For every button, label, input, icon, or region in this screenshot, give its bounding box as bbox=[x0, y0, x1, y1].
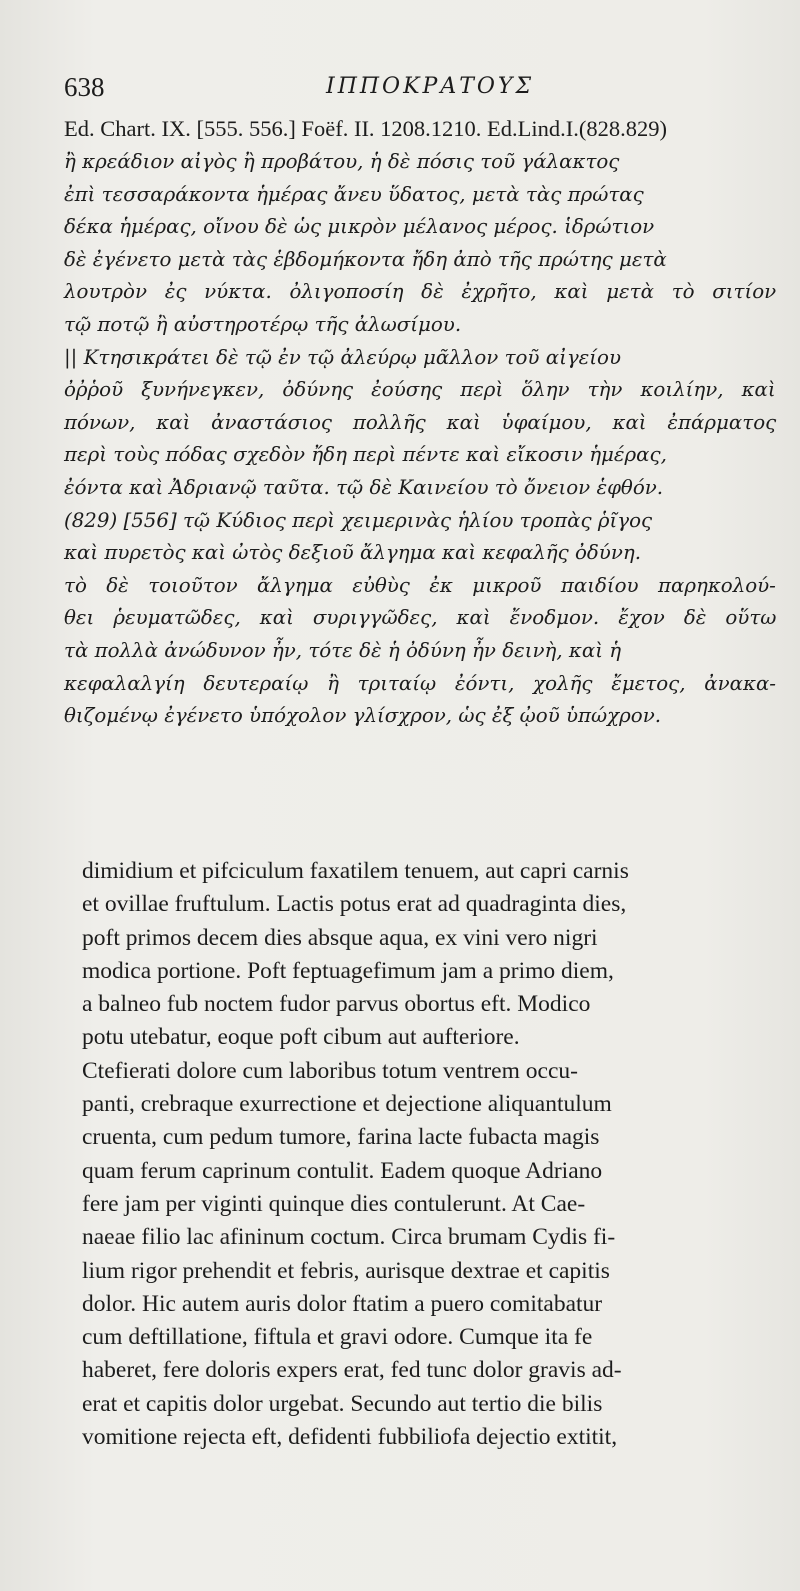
latin-text-line: dolor. Hic autem auris dolor ftatim a puero comitabatur bbox=[82, 1290, 603, 1317]
latin-text-line: modica portione. Poft feptuagefimum jam a primo diem, bbox=[82, 957, 614, 984]
edition-references: Ed. Chart. IX. [555. 556.] Foëf. II. 1208.1210. Ed.Lind.I.(828.829) bbox=[64, 116, 668, 141]
greek-text-block bbox=[64, 146, 776, 733]
greek-text-line: θιζομένῳ ἐγένετο ὑπόχολον γλίσχρον, ὡς ἐξ ᾠοῦ ὑπώχρον. bbox=[64, 704, 662, 728]
greek-text-line: ὀῤῥοῦ ξυνήνεγκεν, ὀδύνης ἐούσης περὶ ὅλην τὴν κοιλίην, καὶ bbox=[64, 378, 776, 402]
greek-text-line: καὶ πυρετὸς καὶ ὠτὸς δεξιοῦ ἄλγημα καὶ κεφαλῆς ὀδύνη. bbox=[64, 541, 641, 565]
greek-text-line: κεφαλαλγίη δευτεραίῳ ἢ τριταίῳ ἐόντι, χολῆς ἔμετος, ἀνακα- bbox=[64, 671, 776, 695]
latin-text-line: et ovillae fruftulum. Lactis potus erat ad quadraginta dies, bbox=[82, 891, 627, 918]
latin-text-line: lium rigor prehendit et febris, aurisque dextrae et capitis bbox=[82, 1257, 610, 1284]
greek-text-line: θει ῥευματῶδες, καὶ συριγγῶδες, καὶ ἔνοδμον. ἔχον δὲ οὕτω bbox=[64, 606, 777, 630]
greek-text-line: δὲ ἐγένετο μετὰ τὰς ἑβδομήκοντα ἤδη ἀπὸ τῆς πρώτης μετὰ bbox=[64, 247, 667, 271]
greek-text-line: ἐπὶ τεσσαράκοντα ἡμέρας ἄνευ ὕδατος, μετὰ τὰς πρώτας bbox=[64, 182, 644, 206]
latin-text-line: fere jam per viginti quinque dies contulerunt. At Cae- bbox=[82, 1190, 586, 1217]
latin-text-line: a balneo fub noctem fudor parvus obortus eft. Modico bbox=[82, 991, 591, 1018]
greek-text-line: ἢ κρεάδιον αἰγὸς ἢ προβάτου, ἡ δὲ πόσις τοῦ γάλακτος bbox=[64, 150, 620, 173]
latin-translation-block bbox=[82, 855, 782, 1454]
latin-text-line: quam ferum caprinum contulit. Eadem quoque Adriano bbox=[82, 1157, 603, 1184]
greek-text-line: τὰ πολλὰ ἀνώδυνον ἦν, τότε δὲ ἡ ὀδύνη ἦν δεινὴ, καὶ ἡ bbox=[64, 638, 622, 662]
greek-text-line: τῷ ποτῷ ἢ αὐστηροτέρῳ τῆς ἀλωσίμου. bbox=[64, 312, 462, 336]
greek-text-line: (829) [556] τῷ Κύδιος περὶ χειμερινὰς ἡλίου τροπὰς ῥῖγος bbox=[64, 508, 653, 532]
page-header bbox=[64, 72, 764, 112]
latin-text-line: vomitione rejecta eft, defidenti fubbiliofa dejectio extitit, bbox=[82, 1424, 618, 1451]
latin-text-line: cruenta, cum pedum tumore, farina lacte fubacta magis bbox=[82, 1124, 600, 1151]
page-number: 638 bbox=[64, 72, 105, 102]
greek-text-line: περὶ τοὺς πόδας σχεδὸν ἤδη περὶ πέντε καὶ εἴκοσιν ἡμέρας, bbox=[64, 443, 667, 467]
running-title: ΙΠΠΟΚΡΑΤΟΥΣ bbox=[326, 74, 535, 99]
greek-text-line: τὸ δὲ τοιοῦτον ἄλγημα εὐθὺς ἐκ μικροῦ παιδίου παρηκολού- bbox=[64, 573, 776, 597]
latin-text-line: poft primos decem dies absque aqua, ex vini vero nigri bbox=[82, 924, 598, 951]
latin-text-line: Ctefierati dolore cum laboribus totum ventrem occu- bbox=[82, 1057, 578, 1084]
latin-text-line: naeae filio lac afininum coctum. Circa brumam Cydis fi- bbox=[82, 1224, 616, 1251]
latin-text-line: panti, crebraque exurrectione et dejectione aliquantulum bbox=[82, 1091, 612, 1118]
greek-text-line: πόνων, καὶ ἀναστάσιος πολλῆς καὶ ὑφαίμου, καὶ ἐπάρματος bbox=[64, 410, 777, 434]
latin-text-line: potu utebatur, eoque poft cibum aut aufteriore. bbox=[82, 1024, 520, 1051]
latin-text-line: dimidium et pifciculum faxatilem tenuem, aut capri carnis bbox=[82, 858, 629, 884]
greek-text-line: || Κτησικράτει δὲ τῷ ἐν τῷ ἀλεύρῳ μᾶλλον τοῦ αἰγείου bbox=[64, 345, 621, 369]
greek-text-line: λουτρὸν ἐς νύκτα. ὀλιγοποσίη δὲ ἐχρῆτο, καὶ μετὰ τὸ σιτίον bbox=[64, 280, 777, 304]
latin-text-line: cum deftillatione, fiftula et gravi odore. Cumque ita fe bbox=[82, 1324, 593, 1351]
greek-text-line: ἐόντα καὶ Ἀδριανῷ ταῦτα. τῷ δὲ Καινείου τὸ ὄνειον ἑφθόν. bbox=[64, 475, 664, 499]
latin-text-line: erat et capitis dolor urgebat. Secundo aut tertio die bilis bbox=[82, 1390, 603, 1417]
latin-text-line: haberet, fere doloris expers erat, fed tunc dolor gravis ad- bbox=[82, 1357, 622, 1384]
greek-text-line: δέκα ἡμέρας, οἴνου δὲ ὡς μικρὸν μέλανος μέρος. ἱδρώτιον bbox=[64, 215, 655, 239]
